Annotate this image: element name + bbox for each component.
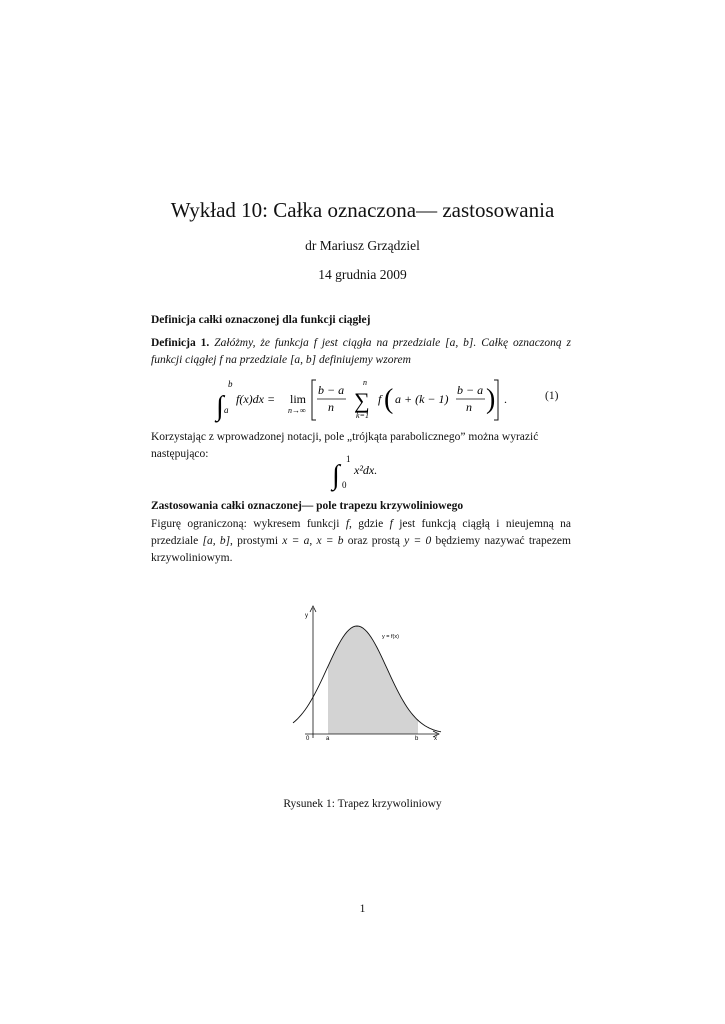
integral-lower-limit: a	[224, 405, 229, 415]
notation-paragraph: Korzystając z wprowadzonej notacji, pole „trójkąta parabolicznego” można wyrazić następująco:	[151, 431, 539, 460]
inner-expression: a + (k − 1)	[395, 392, 449, 406]
equation-2	[330, 452, 410, 494]
fraction-1-denominator: n	[328, 400, 334, 414]
integral-sign-2: ∫	[332, 460, 340, 491]
integral-2-upper-limit: 1	[346, 454, 351, 464]
integrand-2: x²dx.	[354, 463, 378, 477]
fraction-2-numerator: b − a	[457, 383, 484, 397]
author: dr Mariusz Grządziel	[305, 238, 420, 253]
fraction-2-denominator: n	[466, 400, 472, 414]
integral-2-lower-limit: 0	[342, 480, 347, 490]
date: 14 grudnia 2009	[318, 267, 407, 282]
definition-label: Definicja 1.	[151, 337, 210, 349]
b-label: b	[415, 736, 419, 742]
left-paren: (	[384, 384, 394, 415]
y-axis-label: y	[305, 613, 308, 619]
sum-upper: n	[363, 378, 367, 387]
sum-lower: k=1	[356, 411, 369, 420]
integral-sign: ∫	[216, 391, 224, 422]
fraction-1-numerator: b − a	[318, 383, 345, 397]
shaded-area	[328, 626, 418, 734]
a-label: a	[326, 736, 330, 742]
section-heading-applications: Zastosowania całki oznaczonej— pole trapezu krzywoliniowego	[151, 500, 464, 512]
definition-paragraph: Definicja 1. Załóżmy, że funkcja f jest ciągła na przedziale [a, b]. Całkę oznaczoną z funkcji ciągłej f na przedziale [a, b] definiujemy wzorem	[151, 337, 571, 366]
equation-number: (1)	[545, 390, 559, 402]
equation-1	[210, 375, 510, 425]
trapezoid-figure	[285, 600, 445, 750]
origin-label: 0	[306, 736, 310, 742]
page-number: 1	[359, 903, 366, 915]
limit: lim	[290, 392, 307, 406]
sum-sign: ∑	[354, 388, 370, 413]
limit-subscript: n→∞	[288, 406, 306, 415]
integrand: f(x)dx =	[236, 392, 276, 406]
x-axis-label: x	[434, 736, 437, 742]
applications-paragraph: Figurę ograniczoną: wykresem funkcji f, gdzie f jest funkcją ciągłą i nieujemną na przedziale [a, b], prostymi x = a, x = b oraz prostą y = 0 będziemy nazywać trapezem krzywoliniowym.	[151, 518, 572, 564]
left-bracket	[312, 380, 316, 420]
equation-period: .	[504, 392, 507, 406]
curve-label: y = f(x)	[382, 634, 399, 640]
document-title: Wykład 10: Całka oznaczona— zastosowania	[170, 198, 555, 222]
function-f: f	[378, 392, 382, 406]
figure-caption: Rysunek 1: Trapez krzywoliniowy	[283, 798, 442, 810]
integral-upper-limit: b	[228, 379, 233, 389]
right-paren: )	[486, 384, 496, 415]
section-heading-definition: Definicja całki oznaczonej dla funkcji ciągłej	[151, 314, 371, 326]
